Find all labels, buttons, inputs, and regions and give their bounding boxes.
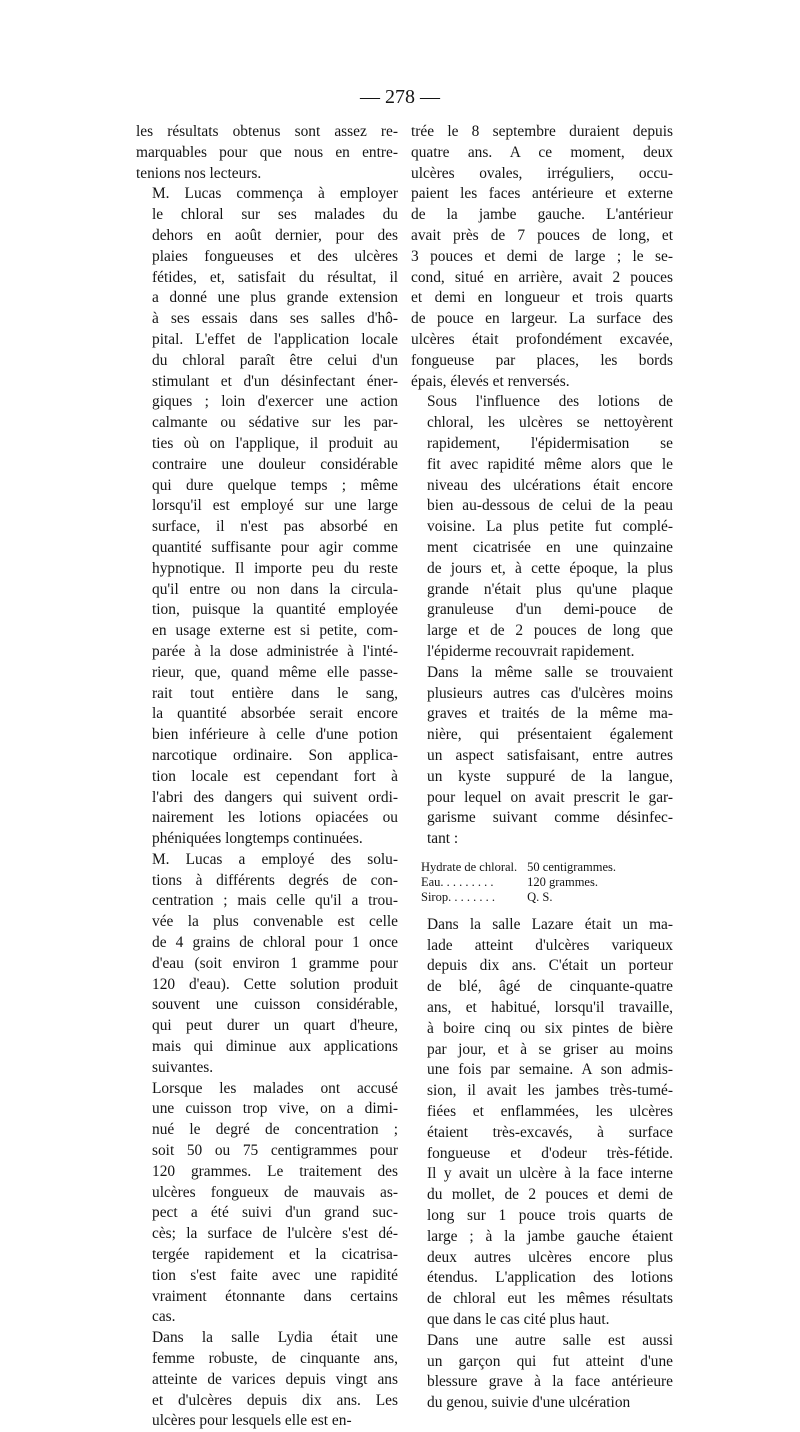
text-line: d'eau (soit environ 1 gramme pour [152, 954, 398, 972]
text-line: M. Lucas commença à employer [152, 185, 398, 203]
text-line: large et de 2 pouces de long que [427, 622, 673, 640]
text-line: plaies fongueuses et des ulcères [152, 247, 398, 265]
text-line: tenions nos lecteurs. [136, 164, 262, 182]
text-line: sion, il avait les jambes très-tumé- [427, 1082, 673, 1100]
page-number: — 278 — [360, 86, 440, 108]
text-line: vée la plus convenable est celle [152, 913, 398, 931]
text-line: plusieurs autres cas d'ulcères moins [427, 684, 673, 702]
text-line: rapidement, l'épidermisation se [427, 434, 673, 452]
text-line: femme robuste, de cinquante ans, [152, 1350, 398, 1368]
text-line: pour lequel on avait prescrit le gar- [427, 788, 673, 806]
text-line: cas. [152, 1308, 176, 1326]
text-line: nué le degré de concentration ; [152, 1121, 398, 1139]
right-column-bottom-text [411, 915, 673, 1414]
text-line: que dans le cas cité plus haut. [427, 1311, 610, 1329]
text-line: grande n'était plus qu'une plaque [427, 580, 673, 598]
text-line: du chloral paraît être celui d'un [152, 351, 398, 369]
text-line: Sous l'influence des lotions de [427, 393, 673, 411]
text-line: l'épiderme recouvrait rapidement. [427, 642, 635, 660]
text-line: garisme suivant comme désinfec- [427, 809, 673, 827]
text-line: dehors en août dernier, pour des [152, 226, 398, 244]
text-line: graves et traités de la même ma- [427, 705, 673, 723]
text-line: une fois par semaine. A son admis- [427, 1061, 673, 1079]
text-line: de pouce en largeur. La surface des [411, 310, 673, 328]
paragraph [136, 1328, 398, 1432]
text-line: centration ; mais celle qu'il a trou- [152, 892, 398, 910]
paragraph [136, 1079, 398, 1329]
text-line: stimulant et d'un désinfectant éner- [152, 372, 398, 390]
text-line: rait tout entière dans le sang, [152, 684, 398, 702]
text-line: une cuisson trop vive, on a dimi- [152, 1100, 398, 1118]
text-line: de la jambe gauche. L'antérieur [411, 206, 673, 224]
left-column [136, 122, 398, 1432]
recipe-row [421, 875, 616, 890]
text-line: lorsqu'il est employé sur une large [152, 497, 398, 515]
text-line: marquables pour que nous en entre- [136, 143, 398, 161]
text-line: 120 d'eau). Cette solution produit [152, 975, 398, 993]
text-line: tion, puisque la quantité employée [152, 601, 398, 619]
text-line: deux autres ulcères encore plus [427, 1248, 673, 1266]
paragraph [411, 392, 673, 662]
text-line: Dans la même salle se trouvaient [427, 663, 673, 681]
recipe-ingredient: Sirop. . . . . . . . [421, 889, 495, 904]
text-line: à boire cinq ou six pintes de bière [427, 1019, 673, 1037]
text-line: de blé, âgé de cinquante-quatre [427, 978, 673, 996]
text-line: paient les faces antérieure et externe [411, 185, 673, 203]
text-line: pect a été suivi d'un grand suc- [152, 1204, 398, 1222]
text-line: avait près de 7 pouces de long, et [411, 226, 673, 244]
text-line: qui dure quelque temps ; même [152, 476, 398, 494]
text-line: voisine. La plus petite fut complé- [427, 518, 673, 536]
recipe-ingredient: Eau. . . . . . . . . [421, 874, 494, 889]
text-line: tant : [427, 830, 459, 848]
text-line: surface, il n'est pas absorbé en [152, 518, 398, 536]
text-line: soit 50 ou 75 centigrammes pour [152, 1142, 398, 1160]
right-column [411, 122, 673, 1414]
text-line: étaient très-excavés, à surface [427, 1123, 673, 1141]
text-line: cond, situé en arrière, avait 2 pouces [411, 268, 673, 286]
text-line: blessure grave à la face antérieure [427, 1373, 673, 1391]
text-line: cès; la surface de l'ulcère s'est dé- [152, 1225, 398, 1243]
text-line: niveau des ulcérations était encore [427, 476, 673, 494]
text-line: 3 pouces et demi de large ; le se- [411, 247, 673, 265]
text-line: ulcères était profondément excavée, [411, 330, 673, 348]
recipe-quantity: 50 centigrammes. [527, 859, 617, 874]
text-line: mais qui diminue aux applications [152, 1038, 398, 1056]
text-line: calmante ou sédative sur les par- [152, 414, 398, 432]
text-line: les résultats obtenus sont assez re- [136, 123, 398, 140]
text-line: 120 grammes. Le traitement des [152, 1162, 398, 1180]
text-line: large ; à la jambe gauche étaient [427, 1227, 673, 1245]
text-line: atteinte de varices depuis vingt ans [152, 1370, 398, 1388]
text-line: en usage externe est si petite, com- [152, 622, 398, 640]
paragraph [411, 915, 673, 1331]
text-line: parée à la dose administrée à l'inté- [152, 642, 398, 660]
text-line: Il y avait un ulcère à la face interne [427, 1165, 673, 1183]
text-line: ties où on l'applique, il produit au [152, 434, 398, 452]
text-line: M. Lucas a employé des solu- [152, 850, 398, 868]
text-line: pital. L'effet de l'application locale [152, 330, 398, 348]
text-line: bien inférieure à celle d'une potion [152, 726, 398, 744]
text-line: tion locale est cependant fort à [152, 767, 398, 785]
text-line: de 4 grains de chloral pour 1 once [152, 934, 398, 952]
text-line: par jour, et à se griser au moins [427, 1040, 673, 1058]
text-line: trée le 8 septembre duraient depuis [411, 123, 673, 140]
text-line: phéniquées longtemps continuées. [152, 830, 363, 848]
text-line: du genou, suivie d'une ulcération [427, 1394, 631, 1412]
paragraph [136, 184, 398, 850]
text-line: épais, élevés et renversés. [411, 372, 570, 390]
text-line: suivantes. [152, 1058, 214, 1076]
text-line: bien au-dessous de celui de la peau [427, 497, 673, 515]
paragraph [136, 850, 398, 1079]
text-line: ulcères fongueux de mauvais as- [152, 1183, 398, 1201]
text-line: de chloral eut les mêmes résultats [427, 1290, 673, 1308]
text-line: qui peut durer un quart d'heure, [152, 1017, 398, 1035]
text-line: fongueuse et d'odeur très-fétide. [427, 1144, 673, 1162]
text-line: qu'il entre ou non dans la circula- [152, 580, 398, 598]
text-line: contraire une douleur considérable [152, 455, 398, 473]
paragraph [411, 122, 673, 392]
text-line: nière, qui présentaient également [427, 726, 673, 744]
text-line: à ses essais dans ses salles d'hô- [152, 310, 398, 328]
text-line: narcotique ordinaire. Son applica- [152, 746, 398, 764]
text-line: ulcères pour lesquels elle est en- [152, 1412, 352, 1430]
text-line: fit avec rapidité même alors que le [427, 455, 673, 473]
text-line: de jours et, à cette époque, la plus [427, 559, 673, 577]
text-line: ment cicatrisée en une quinzaine [427, 538, 673, 556]
text-line: giques ; loin d'exercer une action [152, 393, 398, 411]
text-line: Lorsque les malades ont accusé [152, 1079, 398, 1097]
text-line: un aspect satisfaisant, entre autres [427, 746, 673, 764]
text-line: le chloral sur ses malades du [152, 206, 398, 224]
text-line: tergée rapidement et la cicatrisa- [152, 1246, 398, 1264]
text-line: nairement les lotions opiacées ou [152, 809, 398, 827]
recipe-row [421, 890, 616, 905]
text-line: et demi en longueur et trois quarts [411, 289, 673, 307]
text-line: l'abri des dangers qui suivent ordi- [152, 788, 398, 806]
text-line: fiées et enflammées, les ulcères [427, 1103, 673, 1121]
recipe-quantity: 120 grammes. [527, 874, 598, 889]
text-line: depuis dix ans. C'était un porteur [427, 957, 673, 975]
text-line: quantité suffisante pour agir comme [152, 538, 398, 556]
text-line: fongueuse par places, les bords [411, 351, 673, 369]
text-line: long sur 1 pouce trois quarts de [427, 1207, 673, 1225]
recipe-row [421, 860, 616, 875]
paragraph [411, 1331, 673, 1414]
text-line: un kyste suppuré de la langue, [427, 767, 673, 785]
text-line: a donné une plus grande extension [152, 289, 398, 307]
text-line: rieur, que, quand même elle passe- [152, 663, 398, 681]
text-line: tion s'est faite avec une rapidité [152, 1266, 398, 1284]
text-line: tions à différents degrés de con- [152, 871, 398, 889]
text-line: granuleuse d'un demi-pouce de [427, 601, 673, 619]
right-column-top-text [411, 122, 673, 850]
text-line: chloral, les ulcères se nettoyèrent [427, 414, 673, 432]
recipe-table [421, 860, 616, 905]
text-line: Dans la salle Lazare était un ma- [427, 915, 673, 933]
paragraph [411, 663, 673, 850]
text-line: quatre ans. A ce moment, deux [411, 143, 673, 161]
text-line: souvent une cuisson considérable, [152, 996, 398, 1014]
text-line: fétides, et, satisfait du résultat, il [152, 268, 398, 286]
text-line: un garçon qui fut atteint d'une [427, 1352, 673, 1370]
text-line: hypnotique. Il importe peu du reste [152, 559, 398, 577]
text-line: vraiment étonnante dans certains [152, 1287, 398, 1305]
recipe-ingredient: Hydrate de chloral. [421, 859, 518, 874]
text-line: et d'ulcères depuis dix ans. Les [152, 1391, 398, 1409]
paragraph [136, 122, 398, 184]
text-line: étendus. L'application des lotions [427, 1269, 673, 1287]
text-line: ulcères ovales, irréguliers, occu- [411, 164, 673, 182]
text-line: Dans la salle Lydia était une [152, 1329, 398, 1347]
text-line: du mollet, de 2 pouces et demi de [427, 1186, 673, 1204]
text-line: Dans une autre salle est aussi [427, 1331, 673, 1349]
recipe-quantity: Q. S. [527, 889, 553, 904]
text-line: lade atteint d'ulcères variqueux [427, 936, 673, 954]
text-line: la quantité absorbée serait encore [152, 705, 398, 723]
text-line: ans, et habitué, lorsqu'il travaille, [427, 999, 673, 1017]
